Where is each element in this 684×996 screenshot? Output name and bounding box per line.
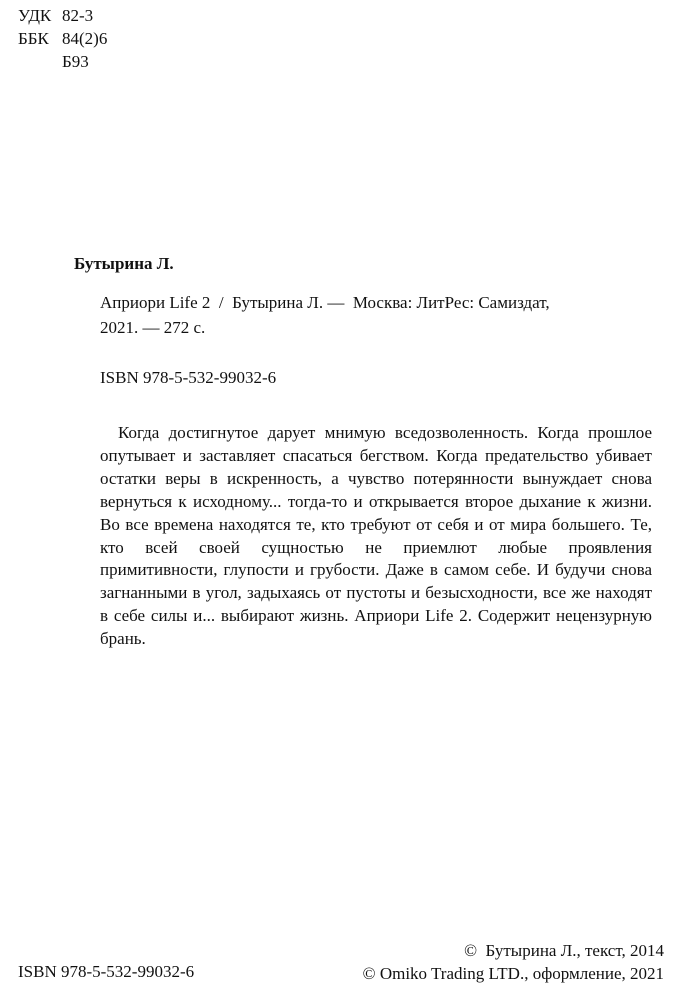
bbk-row [18,27,107,50]
bbk-value: 84(2)6 [62,29,108,48]
udk-label: УДК [18,6,52,25]
footer-isbn: ISBN 978-5-532-99032-6 [18,962,195,981]
copyright-block [363,939,664,985]
annotation: Когда достигнутое дарует мнимую вседозволенность. Когда прошлое опутывает и заставляет спасаться бегством. Когда предательство убивает остатки веры в искренность, а чувство потерянности вынуждает снова вернуться к исходному... тогда-то и открывается второе дыхание к жизни. Во все времена находятся те, кто требуют от себя и от мира большего. Те, кто всей своей сущностью не приемлют любые проявления примитивности, глупости и грубости. Даже в самом себе. И будучи снова загнанными в угол, задыхаясь от пустоты и безысходности, все же находят в себе силы и... выбирают жизнь. Априори Life 2. Содержит нецензурную брань. [100,423,652,649]
bibliographic-line-1: Априори Life 2 / Бутырина Л. — Москва: ЛитРес: Самиздат, [100,293,550,312]
author-heading: Бутырина Л. [74,254,174,273]
udk-value: 82-3 [62,6,94,25]
author-mark-label [18,50,62,73]
isbn: ISBN 978-5-532-99032-6 [100,368,277,387]
classification-codes [18,4,107,73]
bbk-label: ББК [18,29,49,48]
author-mark-row [18,50,107,73]
copyright-text: © Бутырина Л., текст, 2014 [464,941,664,960]
copyright-design: © Omiko Trading LTD., оформление, 2021 [362,964,664,983]
udk-row [18,4,107,27]
author-mark-value: Б93 [62,52,89,71]
bibliographic-line-2: 2021. — 272 с. [100,318,206,337]
bibliographic-record [100,290,640,340]
